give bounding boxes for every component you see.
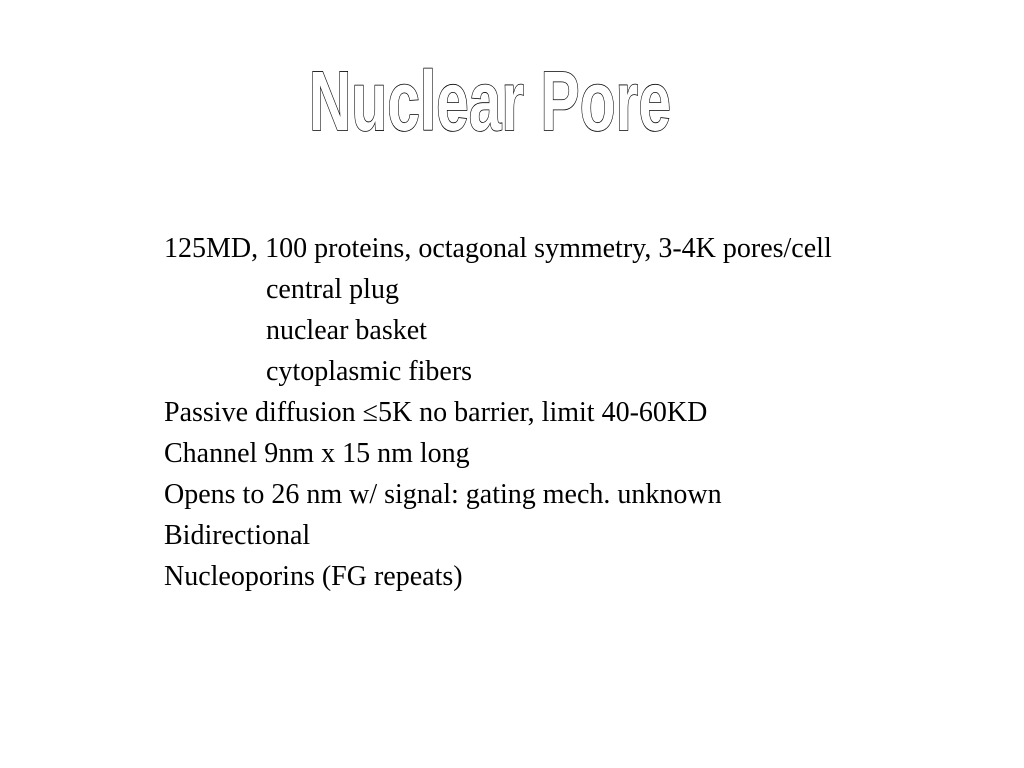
body-line: Passive diffusion ≤5K no barrier, limit 40-60KD [164, 397, 708, 428]
body-line: Bidirectional [164, 520, 311, 551]
body-subline: cytoplasmic fibers [266, 356, 473, 387]
slide-title [300, 52, 680, 148]
slide-body [164, 228, 1014, 597]
body-subline: central plug [266, 274, 399, 305]
body-line: Nucleoporins (FG repeats) [164, 561, 463, 592]
slide-title-outline-text [300, 52, 680, 148]
body-line: 125MD, 100 proteins, octagonal symmetry, 3-4K pores/cell [164, 233, 832, 264]
body-line: Opens to 26 nm w/ signal: gating mech. unknown [164, 479, 722, 510]
slide-title-text: Nuclear Pore [309, 54, 671, 148]
body-line: Channel 9nm x 15 nm long [164, 438, 470, 469]
body-subline: nuclear basket [266, 315, 427, 346]
